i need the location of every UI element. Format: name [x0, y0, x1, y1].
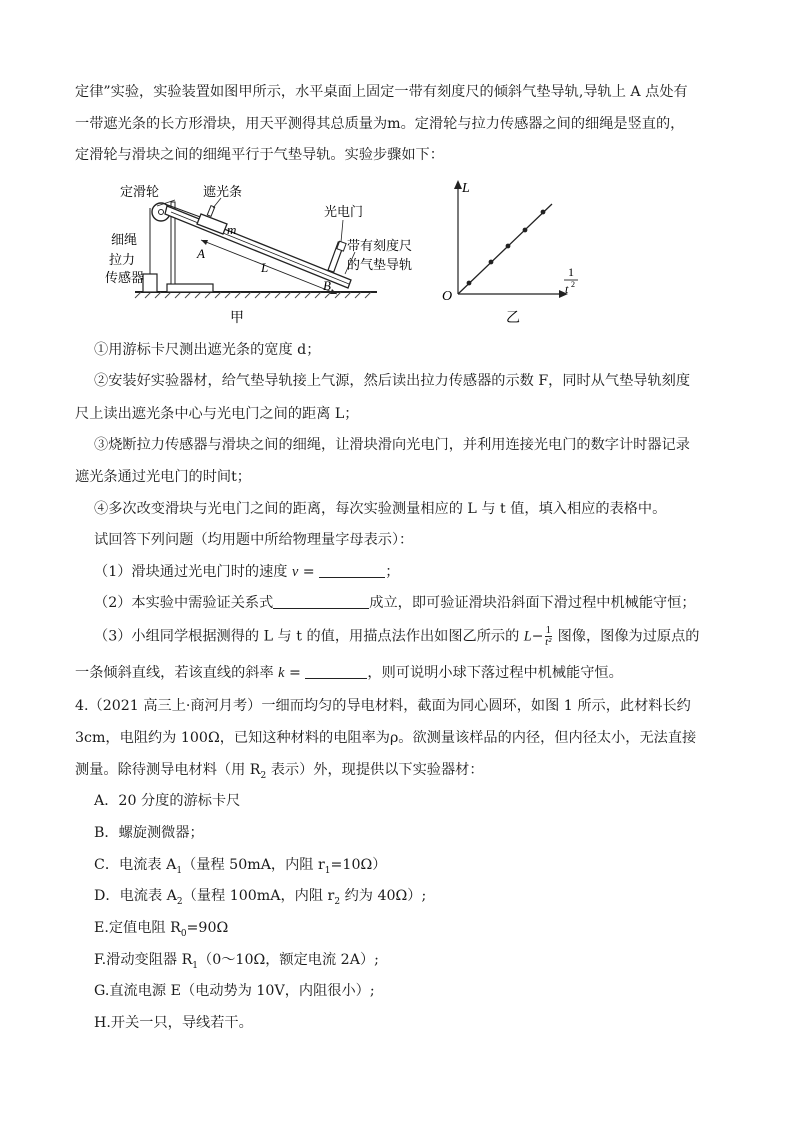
step-2b: 尺上读出遮光条中心与光电门之间的距离 L；: [75, 406, 359, 422]
caption-yi: 乙: [506, 311, 520, 326]
force-sensor: [143, 274, 157, 292]
label-rail-2: 的气垫导轨: [347, 257, 413, 272]
label-rope: 细绳: [111, 232, 138, 247]
q3-fraction: $\frac{1}{\text{t²}}$: [545, 624, 552, 648]
q1-eq: =: [298, 564, 320, 580]
q3-dash: −: [531, 628, 544, 645]
step-2a: ②安装好实验器材，给气垫导轨接上气源，然后读出拉力传感器的示数 F，同时从气垫导轨刻度: [94, 373, 691, 389]
problem4-line-2: 3cm，电阻约为 100Ω，已知这种材料的电阻率为ρ。欲测量该样品的内径，但内径太小，无法直接: [75, 730, 697, 746]
label-A: A: [197, 246, 205, 261]
q1-end: ；: [385, 564, 400, 580]
q3b-text: 一条倾斜直线，若该直线的斜率: [75, 665, 274, 681]
step-3a: ③烧断拉力传感器与滑块之间的细绳，让滑块滑向光电门，并利用连接光电门的数字计时器记录: [94, 437, 690, 453]
label-shading: 遮光条: [203, 184, 243, 199]
y-axis-label: L: [462, 181, 470, 196]
intro-line-2: 一带遮光条的长方形滑块，用天平测得其总质量为m。定滑轮与拉力传感器之间的细绳是竖直的，: [75, 116, 685, 132]
intro-line-1: 定律”实验，实验装置如图甲所示，水平桌面上固定一带有刻度尺的倾斜气垫导轨,导轨上 A 点处有: [75, 84, 688, 100]
caption-jia: 甲: [230, 311, 244, 326]
option-E: E.定值电阻 $R_0=90\Omega$: [94, 920, 229, 939]
question-3: [94, 625, 699, 648]
q2-post: 成立，即可验证滑块沿斜面下滑过程中机械能守恒；: [369, 595, 696, 611]
x-label-exp: 2: [571, 280, 575, 289]
fit-line: [458, 204, 552, 294]
label-force-2: 传感器: [105, 270, 145, 285]
q3b-post: ，则可说明小球下落过程中机械能守恒。: [367, 665, 623, 681]
label-B: B: [323, 278, 331, 293]
q1-answer-blank[interactable]: [319, 563, 385, 578]
option-G: G.直流电源 E（电动势为 10V，内阻很小）;: [94, 983, 375, 999]
intro-line-3: 定滑轮与滑块之间的细绳平行于气垫导轨。实验步骤如下：: [75, 147, 444, 163]
option-D: D．电流表 $A_2$（量程 100mA，内阻 $r_2$ 约为 40Ω）;: [94, 888, 427, 907]
q3b-var: k: [278, 665, 285, 681]
question-3b: [75, 663, 623, 683]
problem4-line-3: 测量。除待测导电材料（用 $R_2$ 表示）外，现提供以下实验器材：: [75, 762, 484, 781]
q1-text: （1）滑块通过光电门时的速度: [94, 564, 288, 580]
x-label-den: t: [565, 282, 569, 296]
label-L: L: [261, 260, 269, 275]
option-A: A．20 分度的游标卡尺: [94, 793, 241, 809]
problem4-line-1: 4.（2021 高三上·商河月考）一细而均匀的导电材料，截面为同心圆环，如图 1 所示，此材料长约: [75, 698, 691, 714]
q2-answer-blank[interactable]: [273, 594, 369, 609]
option-B: B．螺旋测微器；: [94, 825, 204, 841]
origin-label: O: [442, 289, 453, 304]
figure-yi-graph: [432, 176, 592, 326]
q2-text: （2）本实验中需验证关系式: [94, 595, 274, 611]
x-label-num: 1: [568, 265, 574, 279]
option-H: H.开关一只，导线若干。: [94, 1015, 253, 1031]
option-F: F.滑动变阻器 $R_1(0\sim 10\Omega$，额定电流 2A）;: [94, 952, 379, 971]
label-gate: 光电门: [324, 204, 364, 219]
option-C: C．电流表 $A_1$（量程 50mA，内阻 $r_1=10\Omega$）: [94, 857, 387, 876]
label-m: m: [227, 222, 237, 237]
figure-jia-apparatus: [105, 176, 413, 326]
question-1: [94, 562, 399, 582]
question-prompt: 试回答下列问题（均用题中所给物理量字母表示）：: [94, 532, 414, 548]
step-1: ①用游标卡尺测出遮光条的宽度 d；: [94, 342, 321, 358]
q3-post: 图像，图像为过原点的: [557, 628, 700, 645]
question-2: [94, 593, 696, 613]
q3b-answer-blank[interactable]: [305, 664, 367, 679]
q3b-eq: =: [284, 665, 306, 681]
q3-L: L: [523, 628, 532, 645]
label-force-1: 拉力: [109, 252, 136, 267]
label-pulley: 定滑轮: [120, 184, 160, 199]
label-rail-1: 带有刻度尺: [347, 238, 413, 253]
step-4: ④多次改变滑块与光电门之间的距离，每次实验测量相应的 L 与 t 值，填入相应的表格中。: [94, 501, 667, 517]
q3-text: （3）小组同学根据测得的 L 与 t 的值，用描点法作出如图乙所示的: [94, 628, 520, 645]
stand-base: [167, 284, 213, 292]
step-3b: 遮光条通过光电门的时间t；: [75, 469, 251, 485]
q1-var: v: [291, 564, 299, 580]
